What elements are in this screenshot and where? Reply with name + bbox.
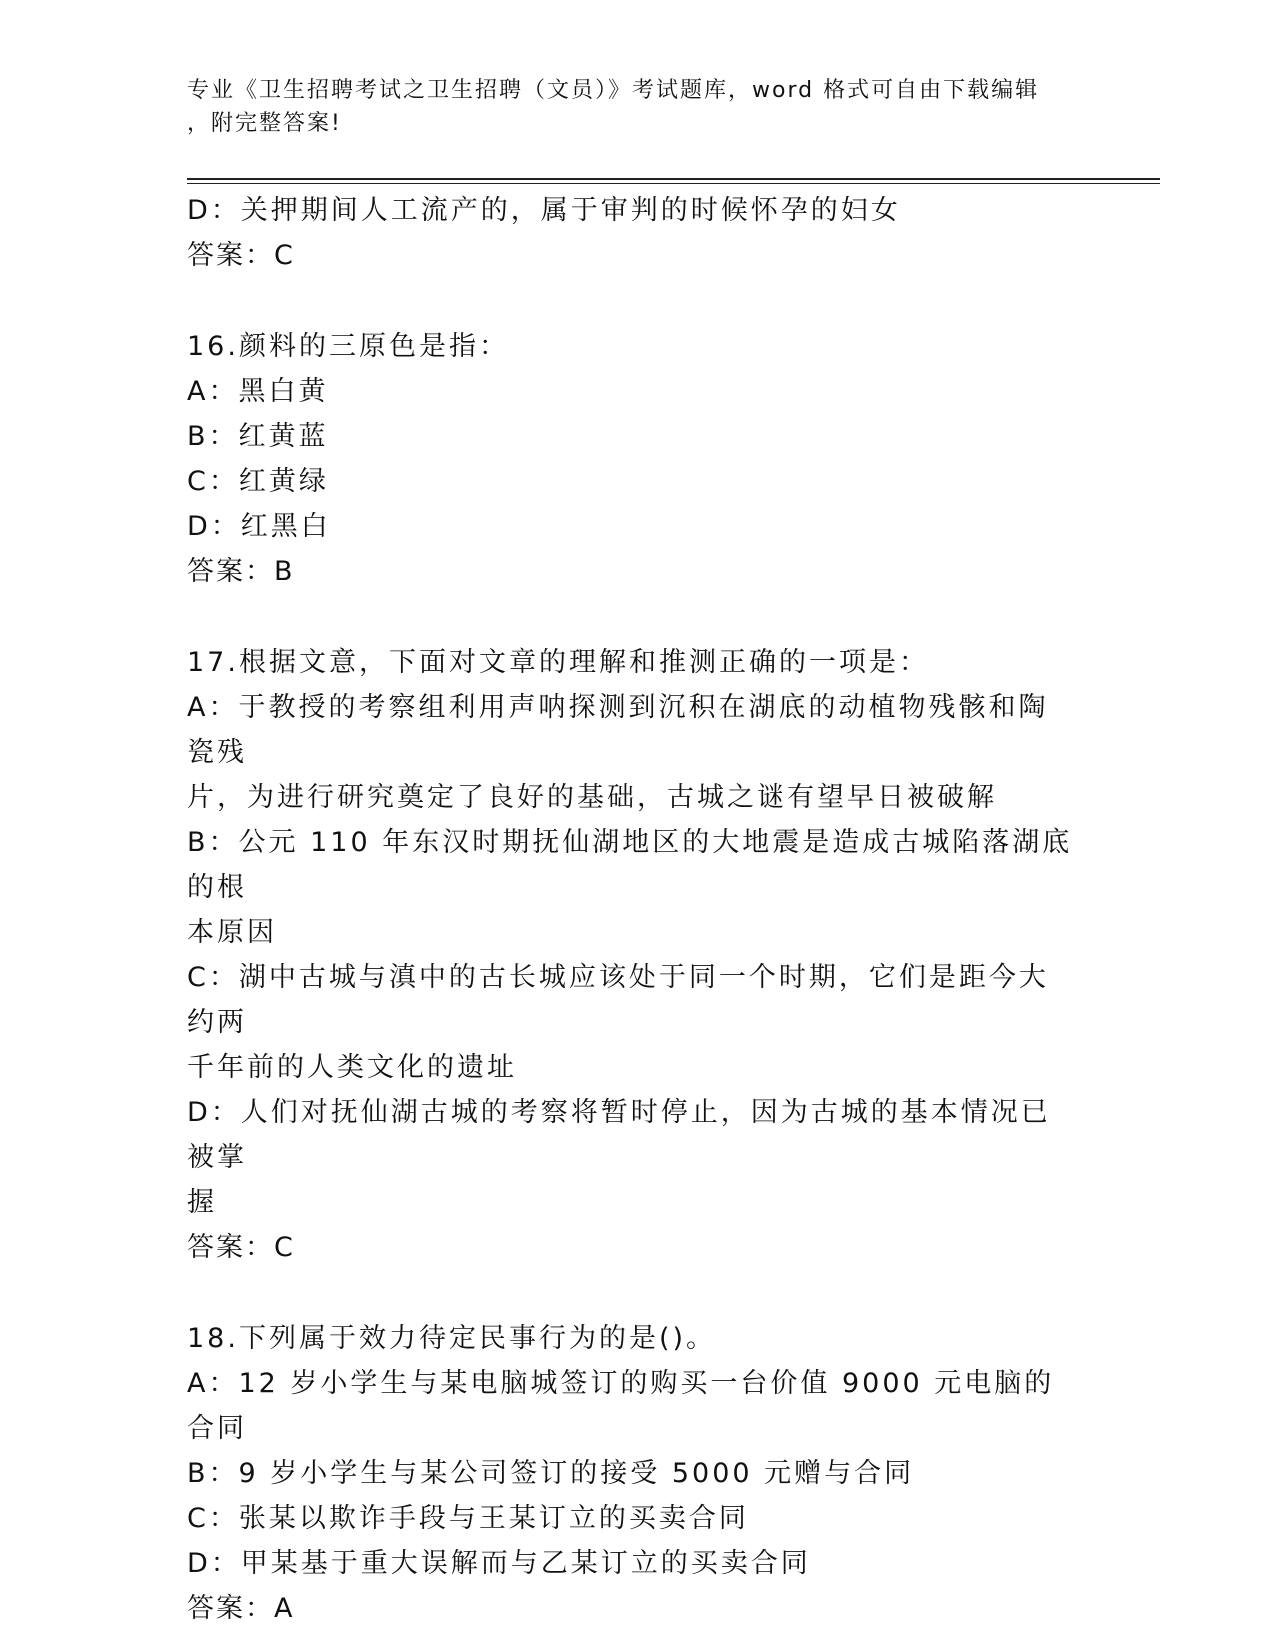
- option-a-line-1: A：于教授的考察组利用声呐探测到沉积在湖底的动植物残骸和陶瓷残: [187, 692, 1049, 768]
- option-c: [187, 955, 1077, 1090]
- option-d: D：红黑白: [187, 511, 331, 542]
- question-stem: 17.根据文意，下面对文章的理解和推测正确的一项是：: [187, 647, 929, 678]
- answer-line: 答案：C: [187, 1232, 295, 1263]
- previous-question-tail: [187, 188, 1077, 278]
- answer-line: 答案：A: [187, 1593, 295, 1624]
- question-stem: 16.颜料的三原色是指：: [187, 331, 509, 362]
- answer-line: 答案：B: [187, 556, 295, 587]
- option-d-line-2: 握: [187, 1187, 217, 1218]
- document-header: [187, 74, 1067, 140]
- question-stem: 18.下列属于效力待定民事行为的是()。: [187, 1323, 717, 1354]
- option-b: [187, 820, 1077, 955]
- option-d: D：关押期间人工流产的，属于审判的时候怀孕的妇女: [187, 195, 901, 226]
- option-d: D：甲某基于重大误解而与乙某订立的买卖合同: [187, 1548, 811, 1579]
- question-16: [187, 324, 1077, 594]
- header-divider-thin: [187, 183, 1160, 184]
- option-c: C：红黄绿: [187, 466, 329, 497]
- option-d-line-1: D：人们对抚仙湖古城的考察将暂时停止，因为古城的基本情况已被掌: [187, 1097, 1051, 1173]
- option-a: A：12 岁小学生与某电脑城签订的购买一台价值 9000 元电脑的合同: [187, 1368, 1055, 1444]
- option-a: A：黑白黄: [187, 376, 329, 407]
- header-line-2: ，附完整答案!: [187, 111, 342, 136]
- question-content: [187, 188, 1077, 1631]
- answer-line: 答案：C: [187, 240, 295, 271]
- header-divider-thick: [187, 178, 1160, 180]
- option-c: C：张某以欺诈手段与王某订立的买卖合同: [187, 1503, 749, 1534]
- option-b: B：红黄蓝: [187, 421, 329, 452]
- header-line-1: 专业《卫生招聘考试之卫生招聘（文员）》考试题库，word 格式可自由下载编辑: [187, 78, 1040, 103]
- question-18: [187, 1316, 1077, 1631]
- option-a-line-2: 片，为进行研究奠定了良好的基础，古城之谜有望早日被破解: [187, 782, 997, 813]
- option-d: [187, 1090, 1077, 1225]
- option-c-line-2: 千年前的人类文化的遗址: [187, 1052, 517, 1083]
- option-c-line-1: C：湖中古城与滇中的古长城应该处于同一个时期，它们是距今大约两: [187, 962, 1049, 1038]
- question-17: [187, 640, 1077, 1270]
- option-b-line-2: 本原因: [187, 917, 277, 948]
- option-a: [187, 685, 1077, 820]
- option-b-line-1: B：公元 110 年东汉时期抚仙湖地区的大地震是造成古城陷落湖底的根: [187, 827, 1073, 903]
- option-b: B：9 岁小学生与某公司签订的接受 5000 元赠与合同: [187, 1458, 915, 1489]
